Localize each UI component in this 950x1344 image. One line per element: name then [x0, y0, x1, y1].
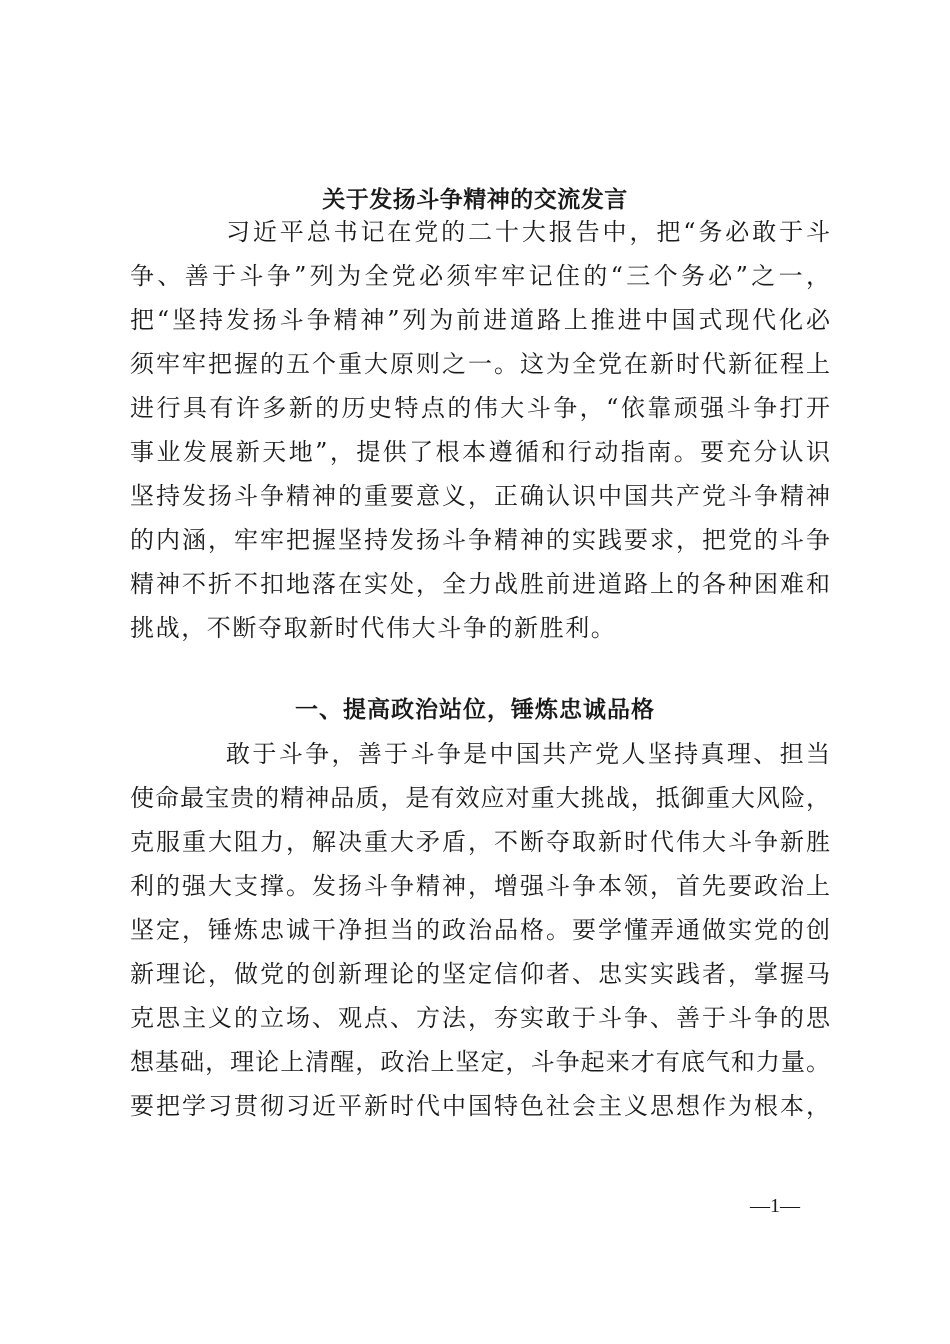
paragraph-line: 要把学习贯彻习近平新时代中国特色社会主义思想作为根本，	[130, 1092, 830, 1120]
paragraph-line: 习近平总书记在党的二十大报告中，把“务必敢于斗	[226, 218, 830, 246]
paragraph-line: 挑战，不断夺取新时代伟大斗争的新胜利。	[130, 614, 617, 642]
paragraph-line: 进行具有许多新的历史特点的伟大斗争，“依靠顽强斗争打开	[130, 394, 830, 422]
page-number: —1—	[750, 1195, 800, 1217]
paragraph-line: 精神不折不扣地落在实处，全力战胜前进道路上的各种困难和	[130, 570, 830, 598]
paragraph-line: 须牢牢把握的五个重大原则之一。这为全党在新时代新征程上	[130, 350, 830, 378]
paragraph-line: 克思主义的立场、观点、方法，夯实敢于斗争、善于斗争的思	[130, 1004, 830, 1032]
section-heading: 一、提高政治站位，锤炼忠诚品格	[295, 697, 655, 723]
paragraph-line: 争、善于斗争”列为全党必须牢牢记住的“三个务必”之一，	[130, 262, 830, 290]
paragraph-line: 利的强大支撑。发扬斗争精神，增强斗争本领，首先要政治上	[130, 872, 830, 900]
paragraph-line: 敢于斗争，善于斗争是中国共产党人坚持真理、担当	[226, 740, 830, 768]
paragraph-line: 的内涵，牢牢把握坚持发扬斗争精神的实践要求，把党的斗争	[130, 526, 830, 554]
paragraph-line: 把“坚持发扬斗争精神”列为前进道路上推进中国式现代化必	[130, 306, 830, 334]
document-title: 关于发扬斗争精神的交流发言	[322, 187, 628, 213]
paragraph-line: 新理论，做党的创新理论的坚定信仰者、忠实实践者，掌握马	[130, 960, 830, 988]
paragraph-line: 坚持发扬斗争精神的重要意义，正确认识中国共产党斗争精神	[130, 482, 830, 510]
paragraph-line: 事业发展新天地”，提供了根本遵循和行动指南。要充分认识	[130, 438, 830, 466]
paragraph-line: 想基础，理论上清醒，政治上坚定，斗争起来才有底气和力量。	[130, 1048, 830, 1076]
paragraph-line: 坚定，锤炼忠诚干净担当的政治品格。要学懂弄通做实党的创	[130, 916, 830, 944]
paragraph-line: 克服重大阻力，解决重大矛盾，不断夺取新时代伟大斗争新胜	[130, 828, 830, 856]
paragraph-line: 使命最宝贵的精神品质，是有效应对重大挑战，抵御重大风险，	[130, 784, 830, 812]
